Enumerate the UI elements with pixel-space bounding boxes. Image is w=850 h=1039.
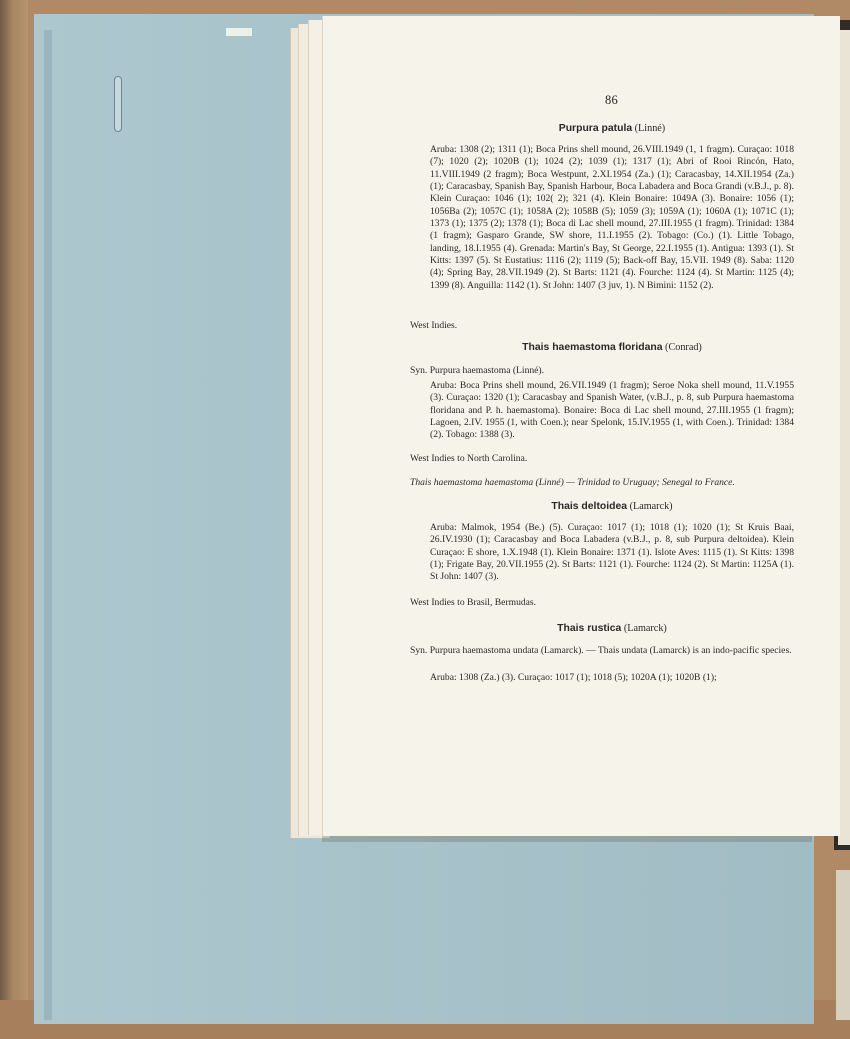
distribution-note: West Indies to Brasil, Bermudas. [410,597,537,608]
distribution-note: West Indies to North Carolina. [410,453,528,464]
species-heading [430,123,794,134]
synonym-note: Syn. Purpura haemastoma undata (Lamarck). — Thais undata (Lamarck) is an indo-pacific species. [410,645,792,656]
species-name: Thais rustica [557,623,622,634]
records-paragraph: Aruba: Boca Prins shell mound, 26.VII.1949 (1 fragm); Seroe Noka shell mound, 11.V.1955 (3). Curaçao: 1320 (1); Caracasbay and Spanish Water, (v.B.J., p. 8, sub Purpura haemastoma floridana and P. h. haemastoma). Bonaire: Boca di Lac shell mound, 27.III.1955 (1 fragm); Lagoen, 2.IV. 1955 (1, with Coen.); near Spelonk, 15.IV.1955 (1, with Coen.). Trinidad: 1384 (2). Tobago: 1388 (3). [430,380,794,441]
species-author: (Lamarck) [629,501,673,512]
endpaper-fold-shadow [44,30,52,1020]
distribution-note: West Indies. [410,320,458,331]
synonym-note: Syn. Purpura haemastoma (Linné). [410,365,545,376]
page-shadow [322,836,812,842]
subspecies-note: Thais haemastoma haemastoma (Linné) — Trinidad to Uruguay; Senegal to France. [410,477,735,488]
species-author: (Conrad) [665,342,702,353]
page-number: 86 [605,93,619,107]
species-name: Thais deltoidea [551,501,628,512]
species-author: (Lamarck) [623,623,667,634]
species-name: Thais haemastoma floridana [522,342,663,353]
species-heading [430,623,794,634]
species-author: (Linné) [634,123,666,134]
book-spine-edge [0,0,28,1039]
paper-tab [226,28,252,36]
paper-clip-icon [114,76,122,132]
records-paragraph: Aruba: 1308 (2); 1311 (1); Boca Prins shell mound, 26.VIII.1949 (1, 1 fragm). Curaçao: 1018 (7); 1020 (2); 1020B (1); 1024 (2); 1039 (1); 1317 (1); Abri of Rooi Rincón, Hato, 11.VIII.1949 (2 fragm); Boca Westpunt, 2.XI.1954 (Za.) (1); Caracasbay, 14.XII.1954 (Za.) (1); Caracasbay, Spanish Bay, Spanish Harbour, Boca Labadera and Boca Grandi (v.B.J., p. 8). Klein Curaçao: 1046 (1); 102( 2); 321 (4). Klein Bonaire: 1049A (3). Bonaire: 1056 (1); 1056Ba (2); 1057C (1); 1058A (2); 1058B (5); 1059 (3); 1059A (1); 1060A (1); 1071C (1); 1373 (1); 1375 (2); 1378 (1); Boca di Lac shell mound, 27.III.1955 (1 fragm). Trinidad: 1384 (1 fragm); Gasparo Grande, SW shore, 11.I.1955 (2). Tobago: (Co.) (1). Little Tobago, landing, 18.I.1955 (4). Grenada: Martin's Bay, St George, 22.I.1955 (1). Antigua: 1393 (1). St Kitts: 1397 (5). St Eustatius: 1116 (2); 1119 (5); Back-off Bay, 15.VII. 1949 (8). Saba: 1120 (4); Spring Bay, 28.VII.1949 (2). St Barts: 1121 (4). Fourche: 1124 (4). St Martin: 1125 (4); 1399 (8). Anguilla: 1142 (1). St John: 1407 (3 juv, 1). N Bimini: 1152 (2). [430,144,794,291]
species-heading [430,501,794,512]
next-page-edge [836,870,850,1020]
records-paragraph: Aruba: Malmok, 1954 (Be.) (5). Curaçao: 1017 (1); 1018 (1); 1020 (1); St Kruis Baai, 26.IV.1930 (1); Caracasbay and Boca Labadera (v.B.J., p. 8, sub Purpura deltoidea). Klein Curaçao: E shore, 1.X.1948 (1). Klein Bonaire: 1371 (1). Islote Aves: 1115 (1). St Kitts: 1398 (1); Frigate Bay, 20.VII.1955 (2). St Barts: 1121 (1). Fourche: 1124 (2). St Martin: 1125A (1). St John: 1407 (3). [430,522,794,583]
species-heading [430,342,794,353]
species-name: Purpura patula [558,123,633,134]
records-paragraph: Aruba: 1308 (Za.) (3). Curaçao: 1017 (1); 1018 (5); 1020A (1); 1020B (1); [430,672,717,683]
